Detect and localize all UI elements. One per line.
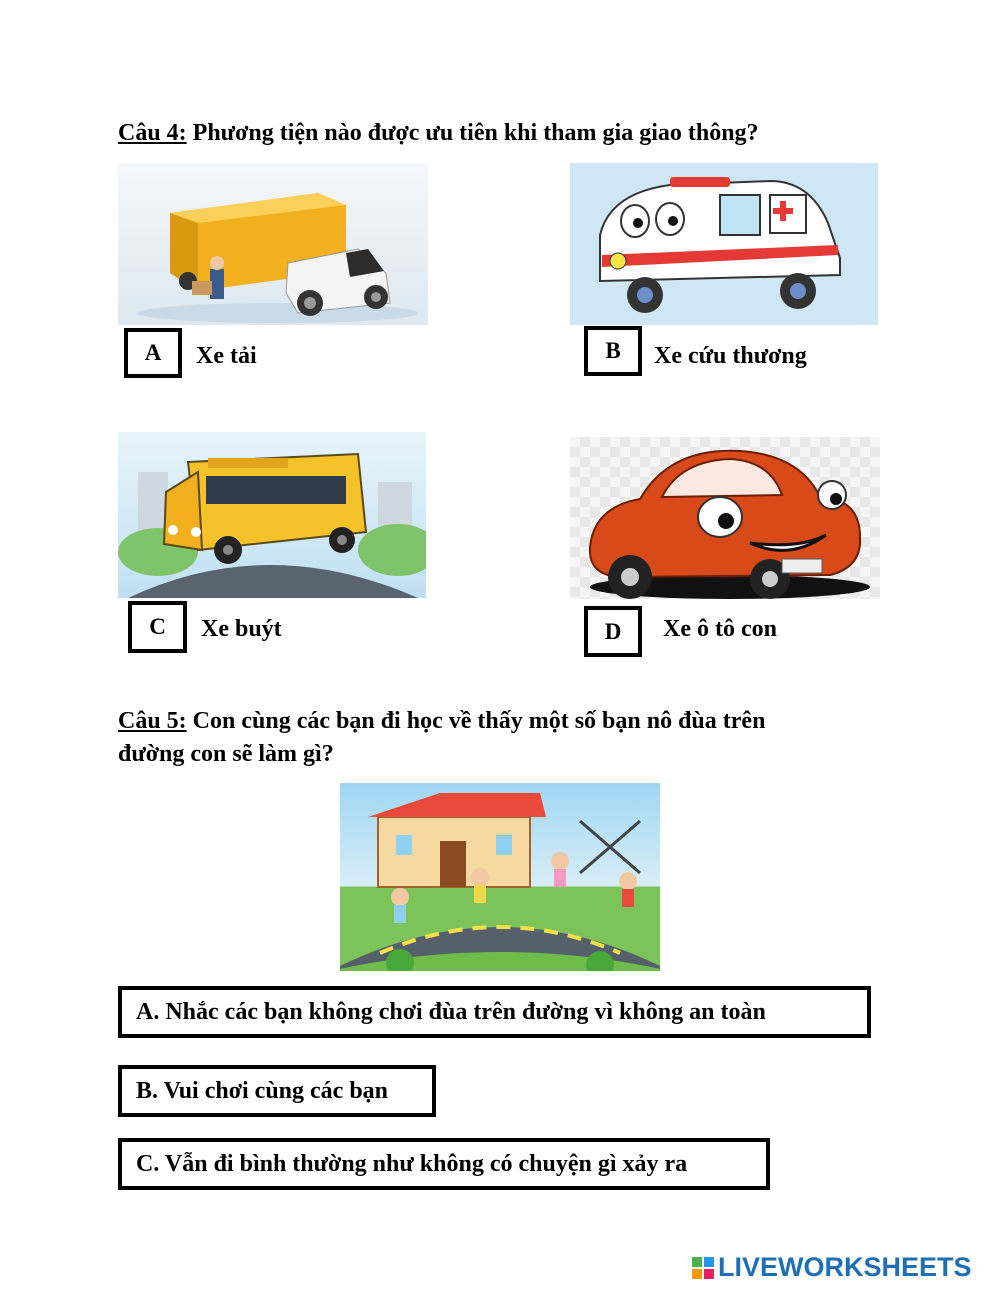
question-5 — [118, 705, 765, 771]
question-4-text: Phương tiện nào được ưu tiên khi tham gia giao thông? — [186, 120, 759, 146]
option-a-box[interactable] — [124, 328, 182, 378]
ambulance-image — [570, 163, 878, 325]
truck-image — [118, 163, 428, 325]
answer-b-text: B. Vui chơi cùng các bạn — [136, 1077, 389, 1104]
cartoon-car-image — [570, 437, 880, 599]
option-b-text: Xe cứu thương — [654, 343, 807, 369]
option-d-text: Xe ô tô con — [663, 616, 777, 642]
option-c-box[interactable] — [128, 601, 187, 653]
liveworksheets-logo — [692, 1252, 972, 1283]
children-playing-on-road-image — [340, 783, 660, 971]
liveworksheets-logo-icon — [692, 1257, 714, 1279]
answer-c[interactable] — [118, 1138, 770, 1190]
option-d-letter: D — [604, 618, 622, 644]
answer-c-text: C. Vẫn đi bình thường như không có chuyện gì xảy ra — [136, 1150, 688, 1177]
option-c-text: Xe buýt — [201, 616, 282, 642]
option-c-letter: C — [149, 614, 166, 639]
question-4-label: Câu 4: — [118, 120, 187, 146]
liveworksheets-logo-text: LIVEWORKSHEETS — [718, 1252, 972, 1282]
answer-a-text: A. Nhắc các bạn không chơi đùa trên đường vì không an toàn — [136, 998, 766, 1025]
school-bus-image — [118, 432, 426, 598]
question-5-label: Câu 5: — [118, 708, 187, 734]
question-5-text-line1: Con cùng các bạn đi học về thấy một số bạn nô đùa trên — [186, 708, 766, 734]
answer-b[interactable] — [118, 1065, 436, 1117]
question-5-text-line2: đường con sẽ làm gì? — [118, 741, 334, 767]
option-a-letter: A — [144, 340, 162, 365]
question-4 — [118, 117, 759, 150]
option-a-text: Xe tải — [196, 343, 257, 369]
option-b-letter: B — [605, 338, 621, 363]
option-d-box[interactable] — [584, 606, 642, 657]
answer-a[interactable] — [118, 986, 871, 1038]
option-b-box[interactable] — [584, 326, 642, 376]
